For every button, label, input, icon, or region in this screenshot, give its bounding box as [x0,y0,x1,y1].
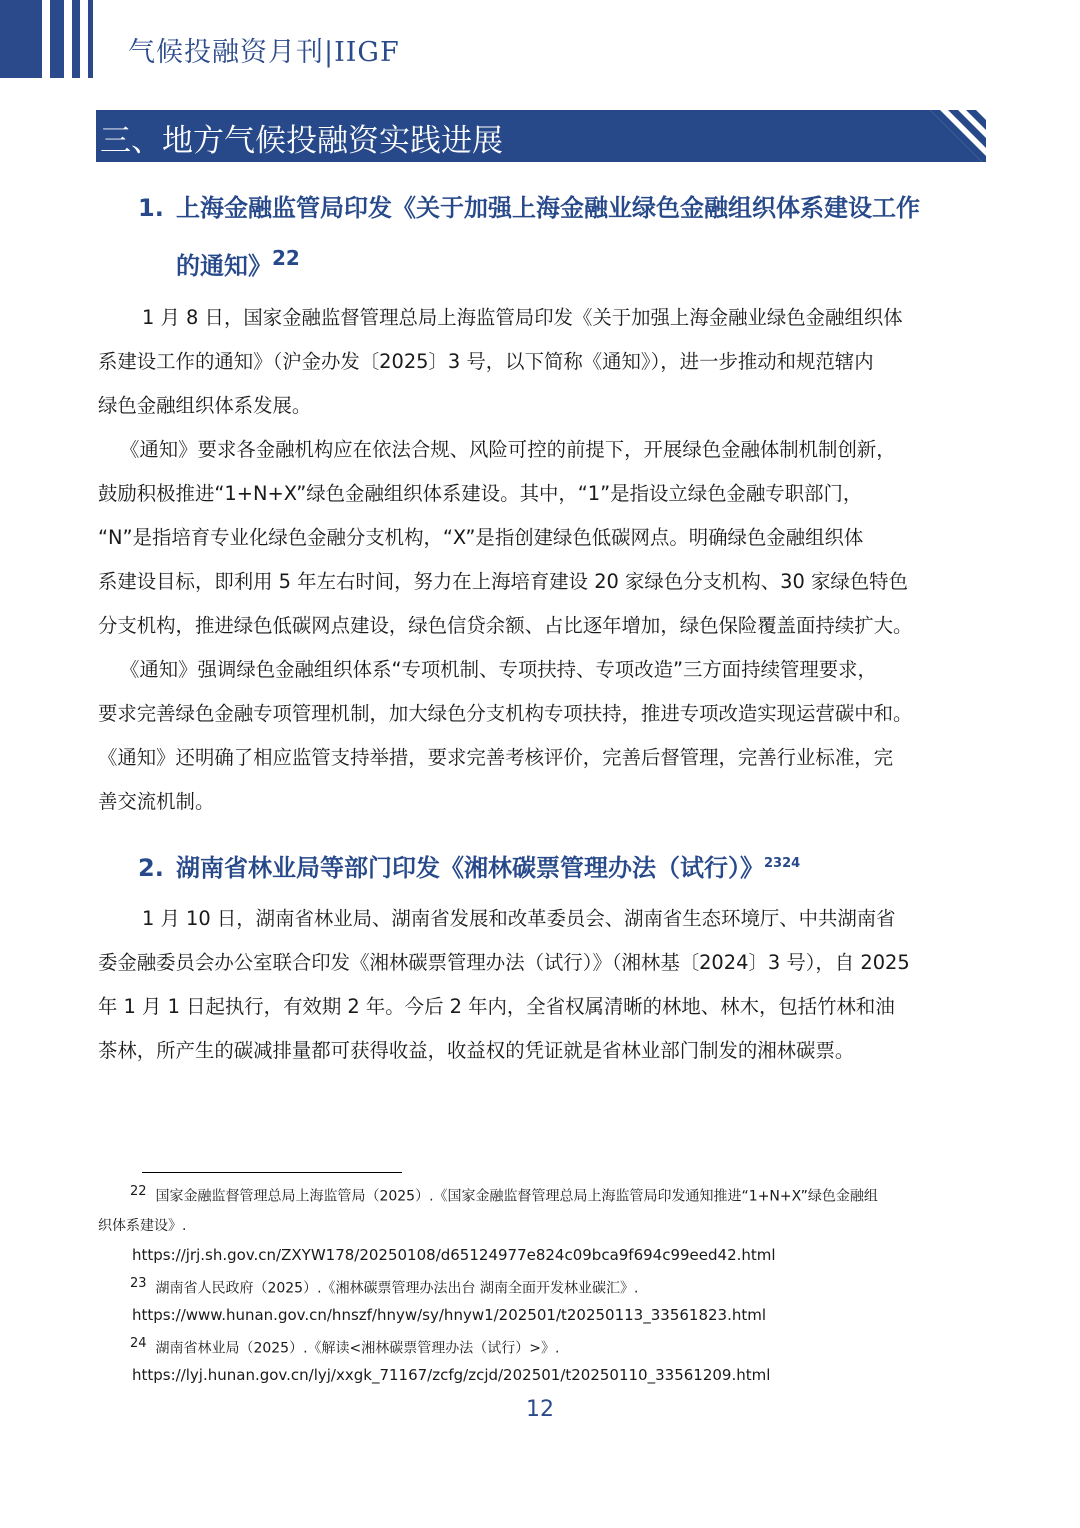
footnote-24-url[interactable]: https://lyj.hunan.gov.cn/lyj/xxgk_71167/zcfg/zcjd/202501/t20250110_33561209.html [132,1366,771,1384]
footnote-24 [130,1336,559,1358]
item1-line: 《通知》要求各金融机构应在依法合规、风险可控的前提下，开展绿色金融体制机制创新， [120,438,896,461]
item1-line: 绿色金融组织体系发展。 [98,394,312,417]
footnote-22-cont: 织体系建设》. [98,1218,187,1234]
item2-heading [138,848,800,883]
page-number: 12 [526,1397,554,1422]
footnote-23-text: 湖南省人民政府（2025）.《湘林碳票管理办法出台 湖南全面开发林业碳汇》. [155,1280,639,1297]
section-banner [96,110,986,162]
item1-line: 《通知》强调绿色金融组织体系“专项机制、专项扶持、专项改造”三方面持续管理要求， [120,658,877,681]
item2-line: 委金融委员会办公室联合印发《湘林碳票管理办法（试行）》（湘林基〔2024〕3 号），自 2025 [98,951,910,974]
item2-line: 1 月 10 日，湖南省林业局、湖南省发展和改革委员会、湖南省生态环境厅、中共湖南省 [142,907,896,930]
item1-line: 分支机构，推进绿色低碳网点建设，绿色信贷余额、占比逐年增加，绿色保险覆盖面持续扩大。 [98,614,913,637]
item1-heading [138,188,920,223]
footnote-24-text: 湖南省林业局（2025）.《解读<湘林碳票管理办法（试行）>》. [155,1340,560,1357]
item1-line: 《通知》还明确了相应监管支持举措，要求完善考核评价，完善后督管理，完善行业标准，完 [98,746,894,769]
section-title: 三、地方气候投融资实践进展 [100,123,503,159]
item1-title-line2: 的通知》 [176,252,272,280]
item1-heading-cont [176,246,300,281]
item1-line: 系建设工作的通知》（沪金办发〔2025〕3 号，以下简称《通知》），进一步推动和规范辖内 [98,350,874,373]
item1-line: 系建设目标，即利用 5 年左右时间，努力在上海培育建设 20 家绿色分支机构、30 家绿色特色 [98,570,908,593]
item1-line: “N”是指培育专业化绿色金融分支机构，“X”是指创建绿色低碳网点。明确绿色金融组织体 [98,526,864,549]
footnote-23-number: 23 [130,1276,147,1291]
item2-footnote-ref: 2324 [764,856,801,871]
item1-line: 善交流机制。 [98,790,215,813]
header-title: 气候投融资月刊|IIGF [128,37,400,68]
footnote-23-url[interactable]: https://www.hunan.gov.cn/hnszf/hnyw/sy/hnyw1/202501/t20250113_33561823.html [132,1306,767,1324]
footnote-24-number: 24 [130,1336,147,1351]
item1-line: 要求完善绿色金融专项管理机制，加大绿色分支机构专项扶持，推进专项改造实现运营碳中和。 [98,702,913,725]
footnote-22 [130,1184,878,1206]
item2-title: 湖南省林业局等部门印发《湘林碳票管理办法（试行）》 [176,854,764,882]
footnote-23 [130,1276,638,1298]
item1-line: 鼓励积极推进“1+N+X”绿色金融组织体系建设。其中，“1”是指设立绿色金融专职部门， [98,482,863,505]
banner-stripes-decoration [930,110,986,162]
footnote-22-url[interactable]: https://jrj.sh.gov.cn/ZXYW178/20250108/d65124977e824c09bca9f694c99eed42.html [132,1246,776,1264]
item2-line: 年 1 月 1 日起执行，有效期 2 年。今后 2 年内，全省权属清晰的林地、林木，包括竹林和油 [98,995,895,1018]
item2-line: 茶林，所产生的碳减排量都可获得收益，收益权的凭证就是省林业部门制发的湘林碳票。 [98,1039,855,1062]
item1-footnote-ref: 22 [272,246,300,270]
item1-title-line1: 上海金融监管局印发《关于加强上海金融业绿色金融组织体系建设工作 [176,194,920,222]
footnote-divider [142,1172,402,1173]
item2-number: 2. [138,854,164,882]
footnote-22-text: 国家金融监督管理总局上海监管局（2025）.《国家金融监督管理总局上海监管局印发通知推进“1+N+X”绿色金融组 [155,1188,878,1205]
item1-number: 1. [138,194,164,222]
footnote-22-number: 22 [130,1184,147,1199]
item1-line: 1 月 8 日，国家金融监督管理总局上海监管局印发《关于加强上海金融业绿色金融组织体 [142,306,903,329]
